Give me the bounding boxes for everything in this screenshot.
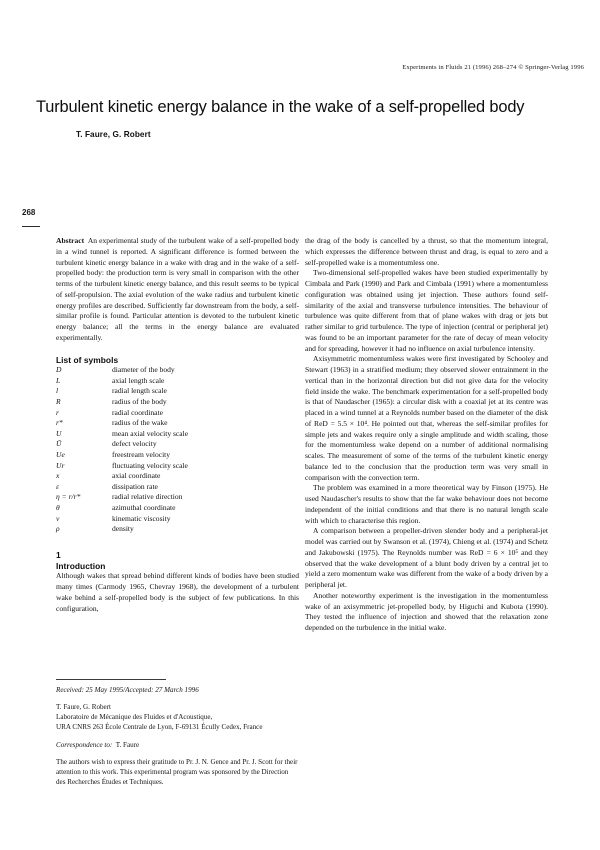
- symbol-row: [56, 365, 299, 376]
- symbol-row: [56, 397, 299, 408]
- symbol-row: [56, 524, 299, 535]
- right-column: [305, 236, 548, 634]
- received-accepted-dates: Received: 25 May 1995/Accepted: 27 March 1996: [56, 686, 199, 694]
- footnote-block: [56, 686, 299, 788]
- intro-paragraph-1-continued: the drag of the body is cancelled by a thrust, so that the momentum integral, which expresses the difference between thrust and drag, is equal to zero and a self-propelled wake is a momentumless one.: [305, 236, 548, 267]
- symbol-glyph: l: [56, 386, 59, 396]
- symbol-row: [56, 439, 299, 450]
- symbol-row: [56, 503, 299, 514]
- symbol-definition: radial length scale: [112, 386, 167, 396]
- symbol-glyph: ν: [56, 513, 60, 523]
- spacer: [56, 751, 299, 759]
- symbol-row: [56, 386, 299, 397]
- symbol-definition: diameter of the body: [112, 365, 175, 375]
- symbol-definition: density: [112, 524, 134, 534]
- footnote-affiliation-1: Laboratoire de Mécanique des Fluides et d'Acoustique,: [56, 713, 213, 722]
- intro-paragraph-6: Another noteworthy experiment is the investigation in the momentumless wake of an axisymmetric jet-propelled body, by Higuchi and Kubota (1990). They tested the influence of injection and showed that the relaxation zone depended on the turbulence in the initial wake.: [305, 590, 548, 632]
- journal-running-head: Experiments in Fluids 21 (1996) 268–274 © Springer-Verlag 1996: [402, 64, 584, 71]
- symbol-row: [56, 376, 299, 387]
- symbol-glyph: L: [56, 375, 61, 385]
- symbol-definition: fluctuating velocity scale: [112, 460, 188, 470]
- symbol-glyph: η = r/r*: [56, 492, 81, 502]
- symbol-glyph: r*: [56, 418, 63, 428]
- symbol-row: [56, 514, 299, 525]
- footnote-rule: [56, 679, 166, 680]
- page-title: Turbulent kinetic energy balance in the wake of a self-propelled body: [36, 98, 525, 116]
- symbol-row: [56, 471, 299, 482]
- symbol-definition: axial coordinate: [112, 471, 161, 481]
- symbol-glyph: Ū: [56, 439, 62, 449]
- author-byline: T. Faure, G. Robert: [76, 130, 151, 139]
- symbol-row: [56, 418, 299, 429]
- correspondence-value: T. Faure: [115, 740, 140, 749]
- correspondence-line: [56, 741, 299, 751]
- symbol-definition: dissipation rate: [112, 481, 158, 491]
- footnote-affiliation-2: URA CNRS 263 École Centrale de Lyon, F-69131 Écully Cedex, France: [56, 723, 263, 732]
- footnote-author: T. Faure, G. Robert: [56, 703, 112, 712]
- symbol-glyph: Ue: [56, 450, 65, 459]
- symbol-definition: radius of the wake: [112, 418, 168, 428]
- symbol-glyph: D: [56, 365, 62, 375]
- symbols-heading: List of symbols: [56, 354, 119, 365]
- symbol-row: [56, 450, 299, 461]
- correspondence-label: Correspondence to:: [56, 740, 113, 749]
- section-number: 1: [56, 549, 61, 560]
- symbol-definition: radial relative direction: [112, 492, 183, 502]
- symbol-row: [56, 429, 299, 440]
- symbol-row: [56, 408, 299, 419]
- symbol-definition: kinematic viscosity: [112, 513, 171, 523]
- spacer: [56, 696, 299, 704]
- symbol-glyph: ρ: [56, 524, 60, 534]
- acknowledgment-text: The authors wish to express their gratitude to Pr. J. N. Gence and Pr. J. Scott for their attention to this work. This experimental program was sponsored by the Direction des Recherches Études et Techniques.: [56, 758, 298, 786]
- symbol-glyph: Ur: [56, 460, 65, 470]
- symbol-glyph: U: [56, 428, 62, 438]
- spacer: [56, 733, 299, 741]
- symbol-glyph: θ: [56, 502, 60, 512]
- symbol-row: [56, 461, 299, 472]
- intro-paragraph-4: The problem was examined in a more theoretical way by Finson (1975). He used Naudascher's results to show that the far wake behaviour does not become independent of the initial conditions and that there is no natural length scale with which to characterise this region.: [305, 483, 548, 525]
- symbol-definition: axial length scale: [112, 375, 165, 385]
- symbol-definition: freestream velocity: [112, 450, 171, 459]
- symbol-glyph: ε: [56, 481, 59, 491]
- intro-paragraph-1: Although wakes that spread behind different kinds of bodies have been studied many times (Carmody 1965, Chevray 1968), the development of a turbulent wake behind a self-propelled body is the subject of few publications. In this configuration,: [56, 571, 299, 613]
- symbol-row: [56, 482, 299, 493]
- section-heading-introduction: Introduction: [56, 560, 106, 571]
- symbol-glyph: x: [56, 471, 60, 481]
- page-number: 268: [22, 208, 36, 217]
- symbol-definition: defect velocity: [112, 439, 157, 449]
- symbol-list: [56, 365, 299, 535]
- abstract-paragraph: [56, 236, 299, 344]
- folio-rule: [22, 226, 40, 227]
- symbol-definition: radial coordinate: [112, 407, 163, 417]
- intro-paragraph-5: A comparison between a propeller-driven slender body and a peripheral-jet model was carried out by Swanson et al. (1974), Chieng et al. (1974) and Schetz and Jakubowski (1975). The Reynolds number was ReD = 6 × 10⁵ and they observed that the wake development of a blunt body driven by a central jet to yield a zero momentum wake was different from the wake of a body driven by a peripheral jet.: [305, 526, 548, 589]
- symbol-glyph: R: [56, 397, 61, 407]
- spacer: [56, 535, 299, 550]
- abstract-text: An experimental study of the turbulent wake of a self-propelled body in a wind tunnel is reported. A significant difference is formed between the turbulent kinetic energy balance in a wake with drag and in the wake of a self-propelled body: the production term is very small in comparison with the other terms of the turbulent kinetic energy balance, and this result seems to be typical of self-propulsion. The axial evolution of the wake radius and turbulent kinetic energy profiles are described. Sufficiently far downstream from the body, a self-similar profile is found. Particular attention is devoted to the turbulent kinetic energy balance; all the terms in the energy balance are evaluated experimentally.: [56, 236, 300, 342]
- abstract-label: Abstract: [56, 236, 85, 245]
- intro-paragraph-2: Two-dimensional self-propelled wakes have been studied experimentally by Cimbala and Park (1990) and Park and Cimbala (1991) where a momentumless configuration was obtained using jet injection. These authors found self-similarity of the axial and transverse turbulence intensities. The behaviour of turbulence was quite different from that of plane wakes with drag or jets but rather similar to grid turbulence. The type of injection (central or peripheral jet) was found to be an important parameter for the rate of decay of mean velocity and for spreading, however it had no influence on axial turbulence intensity.: [305, 268, 548, 353]
- symbol-definition: azimuthal coordinate: [112, 502, 176, 512]
- spacer: [56, 344, 299, 355]
- left-column: [56, 236, 299, 614]
- symbol-definition: radius of the body: [112, 397, 167, 407]
- symbol-row: [56, 492, 299, 503]
- intro-paragraph-3: Axisymmetric momentumless wakes were first investigated by Schooley and Stewart (1963) in a stratified medium; they observed slower entrainment in the vertical than in the horizontal direction but did not give data for the velocity field inside the wake. The benchmark experimentation for a self-propelled body is that of Naudascher (1965): a circular disk with a coaxial jet at its centre was placed in a wind tunnel at a Reynolds number based on the diameter of the disk of ReD = 5.5 × 10⁴. He pointed out that, whereas the self-similar profiles for simple jets and wakes require only a single amplitude and width scaling, those for the momentumless wake depend on a number of additional normalising scales. The measurement of some of the terms of the turbulent kinetic energy balance led to the conclusion that the production term was very small in comparison with the convection term.: [305, 354, 548, 482]
- symbol-glyph: r: [56, 407, 59, 417]
- symbol-definition: mean axial velocity scale: [112, 428, 189, 438]
